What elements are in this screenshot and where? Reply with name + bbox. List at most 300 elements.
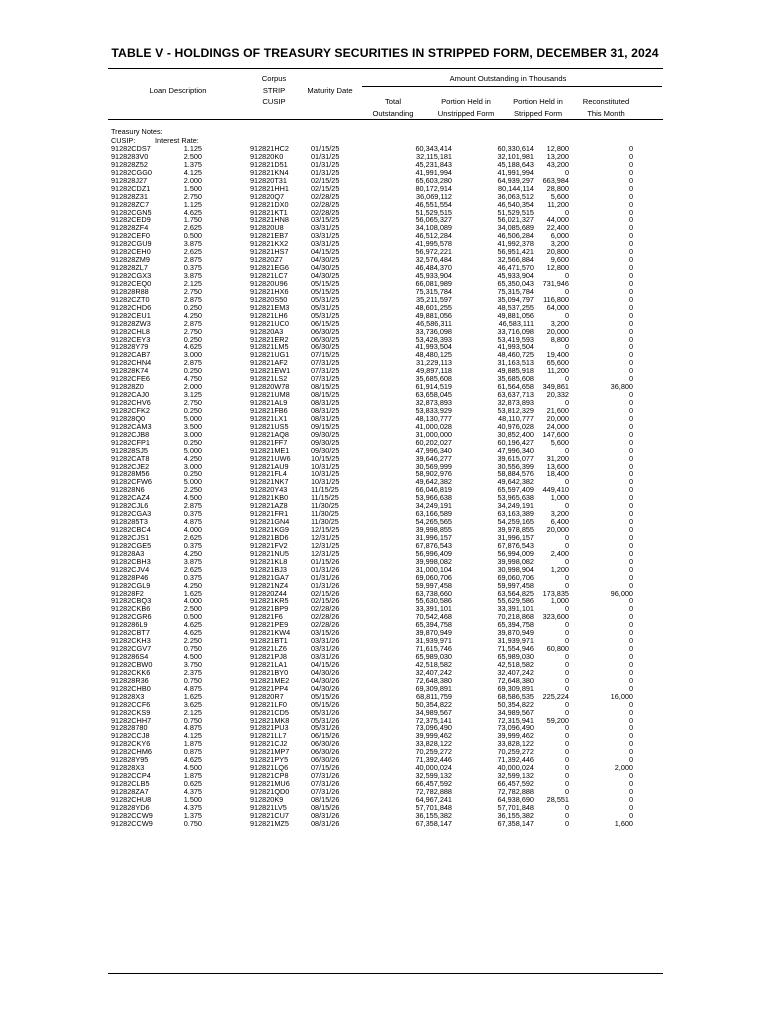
maturity-date-cell: 02/28/25 xyxy=(311,207,340,217)
cusip-cell: 9128285T3 xyxy=(111,517,148,527)
unstripped-form-cell: 70,218,868 xyxy=(497,612,534,622)
total-outstanding-cell: 61,914,519 xyxy=(415,382,452,392)
maturity-date-cell: 01/15/26 xyxy=(311,556,340,566)
interest-rate-cell: 4.250 xyxy=(183,310,202,320)
reconstituted-cell: 0 xyxy=(628,485,633,495)
unstripped-form-cell: 66,457,592 xyxy=(497,779,534,788)
maturity-date-cell: 04/30/25 xyxy=(311,271,340,280)
maturity-date-cell: 07/31/25 xyxy=(311,374,340,384)
maturity-date-cell: 01/31/25 xyxy=(311,159,340,169)
corpus-strip-cusip-cell: 912821FB6 xyxy=(250,405,288,415)
unstripped-form-cell: 55,629,586 xyxy=(497,596,534,606)
interest-rate-cell: 0.875 xyxy=(183,747,202,757)
reconstituted-cell: 0 xyxy=(628,699,633,709)
unstripped-form-cell: 58,884,576 xyxy=(497,469,534,479)
interest-rate-cell: 4.625 xyxy=(183,207,202,217)
reconstituted-cell: 0 xyxy=(628,556,633,566)
stripped-form-cell: 60,800 xyxy=(546,644,569,654)
reconstituted-cell: 0 xyxy=(628,525,633,534)
cusip-cell: 91282CJE2 xyxy=(111,461,150,471)
maturity-date-cell: 04/30/26 xyxy=(311,675,340,685)
stripped-form-cell: 59,200 xyxy=(546,715,569,725)
interest-rate-cell: 1.125 xyxy=(183,199,202,209)
corpus-strip-cusip-cell: 912821FL4 xyxy=(250,469,287,479)
unstripped-form-cell: 30,852,400 xyxy=(497,429,534,439)
reconstituted-cell: 0 xyxy=(628,461,633,471)
interest-rate-cell: 2.500 xyxy=(183,151,202,161)
unstripped-form-cell: 70,259,272 xyxy=(497,747,534,757)
corpus-strip-cusip-cell: 912821CJ2 xyxy=(250,739,288,749)
stripped-form-cell: 8,800 xyxy=(550,334,569,344)
stripped-form-cell: 0 xyxy=(564,763,569,773)
interest-rate-cell: 3.875 xyxy=(183,239,202,249)
maturity-date-cell: 06/15/26 xyxy=(311,731,340,741)
corpus-strip-cusip-cell: 912821MK8 xyxy=(250,715,290,725)
corpus-strip-cusip-cell: 912821AQ8 xyxy=(250,429,289,439)
total-outstanding-cell: 45,231,843 xyxy=(415,159,452,169)
maturity-date-cell: 10/15/25 xyxy=(311,453,340,463)
corpus-strip-cusip-cell: 912821LX1 xyxy=(250,413,288,423)
interest-rate-cell: 2.500 xyxy=(183,604,202,614)
maturity-date-cell: 08/31/25 xyxy=(311,398,340,407)
stripped-form-cell: 0 xyxy=(564,802,569,812)
reconstituted-cell: 0 xyxy=(628,437,633,447)
interest-rate-cell: 1.500 xyxy=(183,794,202,804)
cusip-cell: 912828Z31 xyxy=(111,191,148,201)
stripped-form-cell: 13,600 xyxy=(546,461,569,471)
corpus-strip-cusip-cell: 912821ME2 xyxy=(250,675,290,685)
interest-rate-cell: 2.875 xyxy=(183,294,202,304)
stripped-form-cell: 0 xyxy=(564,342,569,352)
corpus-strip-cusip-cell: 912821KW4 xyxy=(250,628,291,638)
reconstituted-cell: 0 xyxy=(628,350,633,360)
corpus-strip-cusip-cell: 912821GN4 xyxy=(250,517,290,527)
corpus-strip-cusip-cell: 912821DX0 xyxy=(250,199,289,209)
cusip-cell: 91282CBT7 xyxy=(111,628,150,638)
total-outstanding-cell: 47,996,340 xyxy=(415,445,452,455)
corpus-strip-cusip-cell: 912820Z7 xyxy=(250,255,283,265)
maturity-date-cell: 02/28/26 xyxy=(311,620,340,630)
maturity-date-cell: 08/31/25 xyxy=(311,405,340,415)
corpus-strip-cusip-cell: 912821F6 xyxy=(250,612,283,622)
stripped-form-cell: 449,410 xyxy=(542,485,569,495)
cusip-cell: 91282CGE5 xyxy=(111,540,152,550)
total-outstanding-cell: 80,172,914 xyxy=(415,183,452,193)
corpus-strip-cusip-cell: 912821HH1 xyxy=(250,183,289,193)
unstripped-form-cell: 80,144,114 xyxy=(498,183,534,193)
cusip-cell: 91282CKB6 xyxy=(111,604,151,614)
total-outstanding-cell: 39,870,949 xyxy=(415,628,452,638)
maturity-date-cell: 01/31/26 xyxy=(311,572,340,582)
unstripped-form-cell: 54,259,165 xyxy=(497,517,534,527)
corpus-strip-cusip-cell: 912821LA1 xyxy=(250,659,288,669)
maturity-date-cell: 07/31/26 xyxy=(311,779,340,788)
stripped-form-cell: 0 xyxy=(564,659,569,669)
unstripped-form-cell: 49,881,056 xyxy=(497,310,534,320)
cusip-cell: 91282CGV7 xyxy=(111,644,152,654)
maturity-date-cell: 07/15/25 xyxy=(311,350,340,360)
unstripped-form-cell: 56,021,327 xyxy=(497,215,534,225)
interest-rate-cell: 1.375 xyxy=(183,159,202,169)
interest-rate-cell: 2.125 xyxy=(183,707,202,717)
stripped-form-cell: 0 xyxy=(564,723,569,733)
corpus-strip-cusip-cell: 912821LC7 xyxy=(250,271,288,280)
stripped-form-cell: 0 xyxy=(564,731,569,741)
table-row xyxy=(0,820,770,828)
reconstituted-cell: 0 xyxy=(628,739,633,749)
stripped-form-cell: 731,946 xyxy=(542,278,569,288)
total-outstanding-cell: 41,000,028 xyxy=(415,421,452,431)
reconstituted-cell: 0 xyxy=(628,469,633,479)
interest-rate-cell: 2.875 xyxy=(183,501,202,511)
cusip-cell: 91282CDS7 xyxy=(111,144,151,153)
interest-rate-cell: 3.875 xyxy=(183,271,202,280)
stripped-form-cell: 0 xyxy=(564,580,569,590)
total-outstanding-cell: 35,211,597 xyxy=(416,294,452,304)
maturity-date-cell: 03/31/25 xyxy=(311,231,340,241)
cusip-cell: 912828R36 xyxy=(111,675,149,685)
total-outstanding-cell: 39,999,462 xyxy=(415,731,452,741)
corpus-strip-cusip-cell: 912821D51 xyxy=(250,159,288,169)
total-outstanding-cell: 67,876,543 xyxy=(415,540,452,550)
total-outstanding-cell: 36,069,112 xyxy=(416,191,452,201)
corpus-strip-cusip-cell: 912821KL8 xyxy=(250,556,288,566)
reconstituted-cell: 0 xyxy=(628,453,633,463)
stripped-form-cell: 0 xyxy=(564,810,569,820)
unstripped-form-cell: 72,315,941 xyxy=(497,715,534,725)
maturity-date-cell: 06/30/25 xyxy=(311,342,340,352)
corpus-strip-cusip-cell: 912821KG9 xyxy=(250,525,289,534)
corpus-strip-cusip-cell: 912820U8 xyxy=(250,223,284,233)
maturity-date-cell: 08/15/26 xyxy=(311,794,340,804)
maturity-date-cell: 06/15/25 xyxy=(311,318,340,328)
cusip-cell: 912828J27 xyxy=(111,175,148,185)
reconstituted-cell: 0 xyxy=(628,675,633,685)
total-outstanding-cell: 72,782,888 xyxy=(415,786,452,796)
maturity-date-cell: 01/31/26 xyxy=(311,564,340,574)
unstripped-form-cell: 64,939,297 xyxy=(497,175,534,185)
stripped-form-cell: 44,000 xyxy=(546,215,569,225)
total-outstanding-cell: 53,833,929 xyxy=(415,405,452,415)
unstripped-form-cell: 45,188,643 xyxy=(497,159,534,169)
total-outstanding-cell: 66,046,819 xyxy=(415,485,452,495)
reconstituted-cell: 0 xyxy=(628,707,633,717)
reconstituted-cell: 0 xyxy=(628,358,633,368)
total-outstanding-cell: 30,569,999 xyxy=(415,461,452,471)
reconstituted-cell: 0 xyxy=(628,596,633,606)
interest-rate-cell: 0.375 xyxy=(183,572,202,582)
corpus-strip-cusip-cell: 912821EM3 xyxy=(250,302,290,312)
unstripped-form-cell: 47,996,340 xyxy=(497,445,534,455)
stripped-form-cell: 6,000 xyxy=(550,231,569,241)
maturity-date-cell: 04/30/26 xyxy=(311,683,340,693)
total-outstanding-cell: 65,989,030 xyxy=(415,652,452,661)
maturity-date-cell: 02/15/26 xyxy=(311,588,340,598)
unstripped-form-cell: 32,873,893 xyxy=(497,398,534,407)
total-outstanding-cell: 63,738,660 xyxy=(415,588,452,598)
maturity-date-cell: 04/15/26 xyxy=(311,659,340,669)
maturity-date-cell: 03/15/26 xyxy=(311,628,340,638)
interest-rate-cell: 2.250 xyxy=(183,485,202,495)
total-outstanding-cell: 53,966,638 xyxy=(415,493,452,503)
stripped-form-cell: 0 xyxy=(564,755,569,765)
maturity-date-cell: 07/31/25 xyxy=(311,366,340,376)
interest-rate-cell: 4.500 xyxy=(183,652,202,661)
corpus-strip-cusip-cell: 912821CP8 xyxy=(250,771,289,781)
stripped-form-cell: 147,600 xyxy=(542,429,569,439)
interest-rate-cell: 2.750 xyxy=(183,326,202,336)
reconstituted-cell: 0 xyxy=(628,334,633,344)
maturity-date-cell: 03/31/26 xyxy=(311,652,340,661)
interest-rate-cell: 3.000 xyxy=(183,461,202,471)
stripped-form-cell: 0 xyxy=(564,167,569,177)
stripped-form-cell: 64,000 xyxy=(546,302,569,312)
rate-label: Interest Rate: xyxy=(155,136,199,145)
reconstituted-cell: 0 xyxy=(628,493,633,503)
total-outstanding-cell: 71,615,746 xyxy=(415,644,452,654)
maturity-date-cell: 11/30/25 xyxy=(311,509,339,519)
total-outstanding-cell: 65,394,758 xyxy=(415,620,452,630)
unstripped-form-cell: 71,392,446 xyxy=(497,755,534,765)
interest-rate-cell: 4.250 xyxy=(183,453,202,463)
maturity-date-cell: 08/15/25 xyxy=(311,390,340,400)
interest-rate-cell: 1.500 xyxy=(183,183,202,193)
maturity-date-cell: 05/31/25 xyxy=(311,302,340,312)
unstripped-form-cell: 33,391,101 xyxy=(497,604,534,614)
stripped-form-cell: 0 xyxy=(564,501,569,511)
cusip-cell: 91282CLB5 xyxy=(111,779,150,788)
reconstituted-cell: 0 xyxy=(628,794,633,804)
reconstituted-cell: 0 xyxy=(628,405,633,415)
header-stripped-1: Portion Held in xyxy=(513,97,563,106)
corpus-strip-cusip-cell: 912821LS2 xyxy=(250,374,288,384)
interest-rate-cell: 4.500 xyxy=(183,493,202,503)
unstripped-form-cell: 60,196,427 xyxy=(497,437,534,447)
maturity-date-cell: 06/30/25 xyxy=(311,326,340,336)
stripped-form-cell: 0 xyxy=(564,652,569,661)
interest-rate-cell: 4.250 xyxy=(183,580,202,590)
interest-rate-cell: 4.500 xyxy=(183,763,202,773)
stripped-form-cell: 5,600 xyxy=(550,191,569,201)
interest-rate-cell: 1.875 xyxy=(183,739,202,749)
total-outstanding-cell: 70,259,272 xyxy=(415,747,452,757)
maturity-date-cell: 05/31/26 xyxy=(311,715,340,725)
unstripped-form-cell: 63,637,713 xyxy=(497,390,534,400)
interest-rate-cell: 4.125 xyxy=(183,731,202,741)
total-outstanding-cell: 32,115,181 xyxy=(416,151,452,161)
total-outstanding-cell: 53,428,393 xyxy=(415,334,452,344)
stripped-form-cell: 0 xyxy=(564,771,569,781)
cusip-cell: 91282CAM3 xyxy=(111,421,152,431)
total-outstanding-cell: 58,902,976 xyxy=(415,469,452,479)
total-outstanding-cell: 39,646,277 xyxy=(415,453,452,463)
maturity-date-cell: 08/31/25 xyxy=(311,413,340,423)
corpus-strip-cusip-cell: 912821FV2 xyxy=(250,540,288,550)
reconstituted-cell: 0 xyxy=(628,755,633,765)
reconstituted-cell: 0 xyxy=(628,271,633,280)
corpus-strip-cusip-cell: 912821HX6 xyxy=(250,286,289,296)
reconstituted-cell: 0 xyxy=(628,326,633,336)
corpus-strip-cusip-cell: 912820Z44 xyxy=(250,588,287,598)
cusip-cell: 91282CFK2 xyxy=(111,405,150,415)
cusip-cell: 91282CFE6 xyxy=(111,374,150,384)
stripped-form-cell: 0 xyxy=(564,675,569,685)
corpus-strip-cusip-cell: 912821KT1 xyxy=(250,207,288,217)
interest-rate-cell: 4.375 xyxy=(183,802,202,812)
reconstituted-cell: 0 xyxy=(628,747,633,757)
corpus-strip-cusip-cell: 912820Q7 xyxy=(250,191,285,201)
stripped-form-cell: 0 xyxy=(564,556,569,566)
maturity-date-cell: 06/30/25 xyxy=(311,334,340,344)
total-outstanding-cell: 71,392,446 xyxy=(415,755,452,765)
header-total-1: Total xyxy=(384,97,402,106)
total-outstanding-cell: 63,166,589 xyxy=(415,509,452,519)
interest-rate-cell: 0.250 xyxy=(183,366,202,376)
reconstituted-cell: 0 xyxy=(628,628,633,638)
reconstituted-cell: 0 xyxy=(628,802,633,812)
reconstituted-cell: 0 xyxy=(628,191,633,201)
maturity-date-cell: 02/28/25 xyxy=(311,199,340,209)
unstripped-form-cell: 65,350,043 xyxy=(497,278,534,288)
reconstituted-cell: 0 xyxy=(628,810,633,820)
unstripped-form-cell: 32,101,981 xyxy=(497,151,534,161)
cusip-cell: 91282CGN5 xyxy=(111,207,152,217)
total-outstanding-cell: 54,265,565 xyxy=(415,517,452,527)
cusip-cell: 91282CKK6 xyxy=(111,667,151,677)
stripped-form-cell: 0 xyxy=(564,739,569,749)
unstripped-form-cell: 53,965,638 xyxy=(497,493,534,503)
unstripped-form-cell: 33,828,122 xyxy=(497,739,534,749)
unstripped-form-cell: 49,642,382 xyxy=(497,477,534,487)
unstripped-form-cell: 63,163,389 xyxy=(497,509,534,519)
cusip-cell: 91282CFP1 xyxy=(111,437,150,447)
interest-rate-cell: 3.500 xyxy=(183,421,202,431)
cusip-cell: 912828ZC7 xyxy=(111,199,150,209)
interest-rate-cell: 3.000 xyxy=(183,429,202,439)
reconstituted-cell: 0 xyxy=(628,151,633,161)
corpus-strip-cusip-cell: 912821AL9 xyxy=(250,398,288,407)
interest-rate-cell: 0.250 xyxy=(183,405,202,415)
reconstituted-cell: 0 xyxy=(628,644,633,654)
reconstituted-cell: 0 xyxy=(628,501,633,511)
corpus-strip-cusip-cell: 912821KR5 xyxy=(250,596,289,606)
corpus-strip-cusip-cell: 912821PY5 xyxy=(250,755,289,765)
corpus-strip-cusip-cell: 912821BP9 xyxy=(250,604,289,614)
maturity-date-cell: 06/30/26 xyxy=(311,747,340,757)
cusip-cell: 912828780 xyxy=(111,723,148,733)
corpus-strip-cusip-cell: 912821ER2 xyxy=(250,334,289,344)
interest-rate-cell: 1.625 xyxy=(183,691,202,701)
stripped-form-cell: 0 xyxy=(564,818,569,828)
total-outstanding-cell: 73,096,490 xyxy=(415,723,452,733)
footer-rule xyxy=(108,973,663,974)
interest-rate-cell: 0.500 xyxy=(183,231,202,241)
maturity-date-cell: 07/31/26 xyxy=(311,786,340,796)
interest-rate-cell: 2.750 xyxy=(183,286,202,296)
reconstituted-cell: 0 xyxy=(628,167,633,177)
reconstituted-cell: 0 xyxy=(628,779,633,788)
interest-rate-cell: 5.000 xyxy=(183,413,202,423)
cusip-cell: 91282CHU8 xyxy=(111,794,152,804)
reconstituted-cell: 0 xyxy=(628,286,633,296)
maturity-date-cell: 01/31/25 xyxy=(311,151,340,161)
interest-rate-cell: 2.625 xyxy=(183,247,202,257)
cusip-cell: 912828N6 xyxy=(111,485,145,495)
total-outstanding-cell: 50,354,822 xyxy=(415,699,452,709)
header-strip: STRIP xyxy=(262,86,286,95)
cusip-cell: 912828ZF4 xyxy=(111,223,149,233)
page-title: TABLE V - HOLDINGS OF TREASURY SECURITIES IN STRIPPED FORM, DECEMBER 31, 2024 xyxy=(111,46,659,60)
interest-rate-cell: 4.625 xyxy=(183,628,202,638)
total-outstanding-cell: 63,658,045 xyxy=(415,390,452,400)
header-unstripped-2: Unstripped Form xyxy=(437,109,495,118)
reconstituted-cell: 0 xyxy=(628,683,633,693)
corpus-strip-cusip-cell: 912821LQ6 xyxy=(250,763,289,773)
stripped-form-cell: 0 xyxy=(564,747,569,757)
cusip-cell: 91282CCW9 xyxy=(111,810,153,820)
interest-rate-cell: 0.750 xyxy=(183,715,202,725)
stripped-form-cell: 663,984 xyxy=(542,175,569,185)
reconstituted-cell: 0 xyxy=(628,548,633,558)
interest-rate-cell: 4.625 xyxy=(183,755,202,765)
stripped-form-cell: 13,200 xyxy=(546,151,569,161)
cusip-cell: 91282CHL8 xyxy=(111,326,150,336)
unstripped-form-cell: 36,155,382 xyxy=(497,810,534,820)
stripped-form-cell: 6,400 xyxy=(550,517,569,527)
unstripped-form-cell: 48,537,255 xyxy=(497,302,534,312)
total-outstanding-cell: 57,701,848 xyxy=(415,802,452,812)
unstripped-form-cell: 53,812,329 xyxy=(497,405,534,415)
cusip-cell: 912828A3 xyxy=(111,548,145,558)
cusip-cell: 9128283V0 xyxy=(111,151,149,161)
unstripped-form-cell: 63,564,825 xyxy=(497,588,534,598)
unstripped-form-cell: 39,978,855 xyxy=(497,525,534,534)
total-outstanding-cell: 60,343,414 xyxy=(415,144,452,153)
total-outstanding-cell: 72,375,141 xyxy=(415,715,452,725)
total-outstanding-cell: 40,000,024 xyxy=(415,763,452,773)
header-group-underline xyxy=(362,86,662,87)
cusip-cell: 912828R88 xyxy=(111,286,149,296)
cusip-cell: 912828K74 xyxy=(111,366,149,376)
interest-rate-cell: 4.750 xyxy=(183,374,202,384)
cusip-cell: 912828Z52 xyxy=(111,159,148,169)
total-outstanding-cell: 55,630,586 xyxy=(415,596,452,606)
total-outstanding-cell: 39,998,855 xyxy=(415,525,452,534)
unstripped-form-cell: 67,358,147 xyxy=(497,818,534,828)
interest-rate-cell: 5.000 xyxy=(183,445,202,455)
interest-rate-cell: 3.125 xyxy=(183,390,202,400)
unstripped-form-cell: 40,000,024 xyxy=(497,763,534,773)
stripped-form-cell: 20,000 xyxy=(546,326,569,336)
cusip-cell: 91282CBC4 xyxy=(111,525,151,534)
unstripped-form-cell: 68,586,535 xyxy=(497,691,534,701)
stripped-form-cell: 20,332 xyxy=(546,390,569,400)
total-outstanding-cell: 56,996,409 xyxy=(415,548,452,558)
interest-rate-cell: 0.500 xyxy=(183,612,202,622)
maturity-date-cell: 09/30/25 xyxy=(311,437,340,447)
total-outstanding-cell: 70,542,468 xyxy=(415,612,452,622)
reconstituted-cell: 0 xyxy=(628,215,633,225)
cusip-label: CUSIP: xyxy=(111,136,136,145)
total-outstanding-cell: 75,315,784 xyxy=(415,286,452,296)
maturity-date-cell: 02/15/26 xyxy=(311,596,340,606)
cusip-cell: 91282CBW0 xyxy=(111,659,153,669)
unstripped-form-cell: 31,163,513 xyxy=(497,358,534,368)
stripped-form-cell: 323,600 xyxy=(542,612,569,622)
maturity-date-cell: 03/31/25 xyxy=(311,223,340,233)
cusip-cell: 91282CGR6 xyxy=(111,612,152,622)
corpus-strip-cusip-cell: 912821EG6 xyxy=(250,263,289,273)
